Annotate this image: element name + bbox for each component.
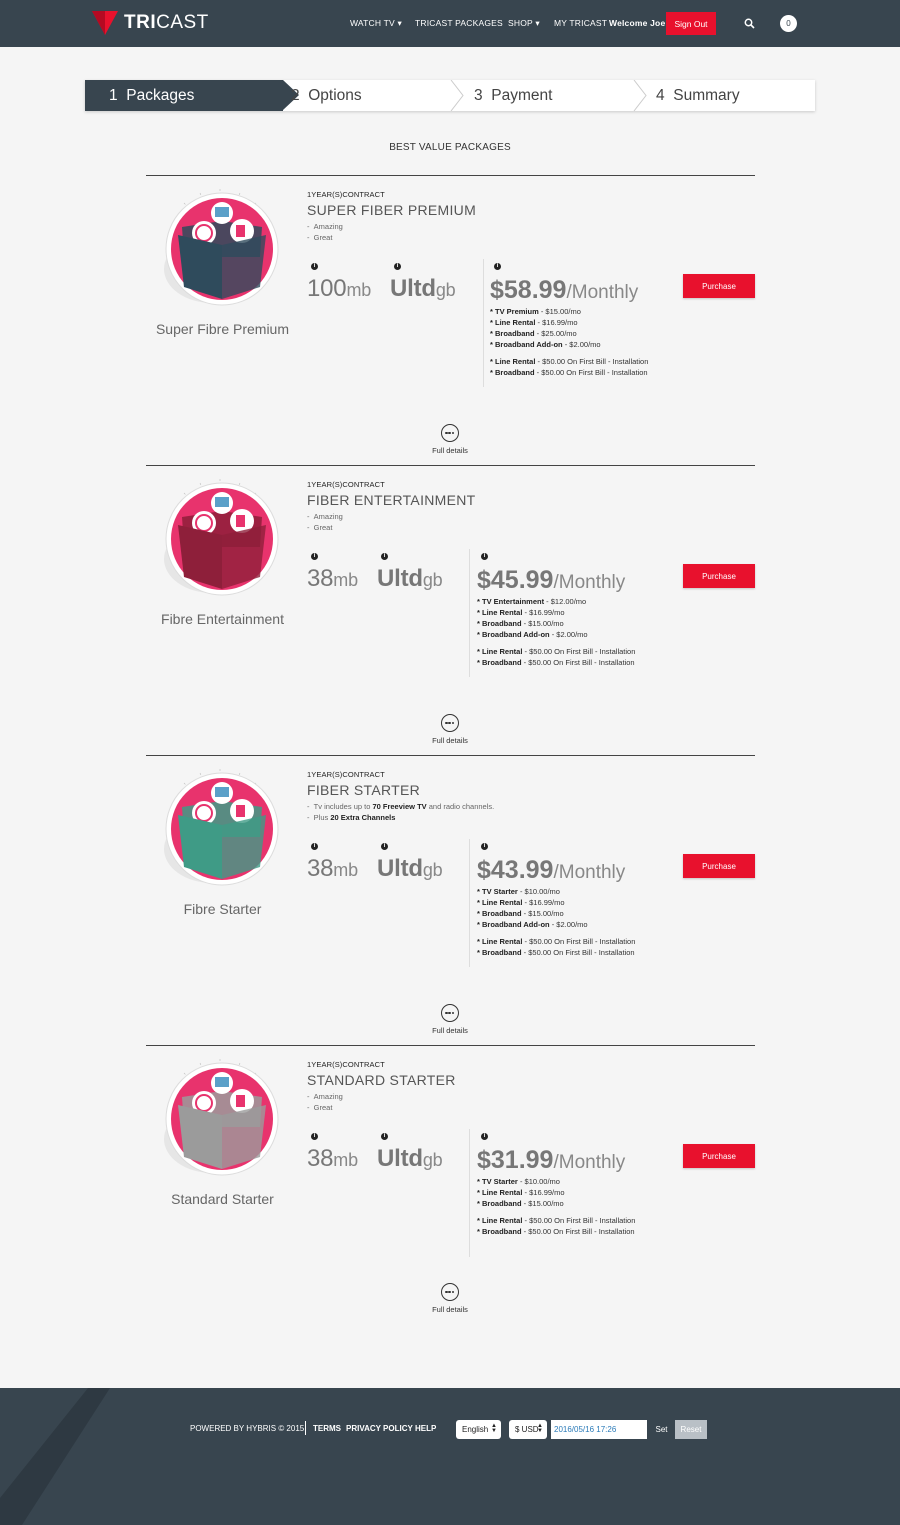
feature-item: - Plus 20 Extra Channels <box>307 813 396 822</box>
package-name: STANDARD STARTER <box>307 1072 456 1088</box>
installation-fee: * Line Rental - $50.00 On First Bill - Installation <box>477 647 636 656</box>
installation-fee: * Broadband - $50.00 On First Bill - Installation <box>477 1227 635 1236</box>
price-line-item: * Broadband - $15.00/mo <box>477 619 564 628</box>
price-line-item: * Line Rental - $16.99/mo <box>490 318 578 327</box>
step-separator-chevron <box>449 80 465 111</box>
price-line-item: * Line Rental - $16.99/mo <box>477 898 565 907</box>
search-icon[interactable] <box>744 18 755 29</box>
price-line-item: * TV Starter - $10.00/mo <box>477 887 560 896</box>
monthly-price: $58.99/Monthly <box>490 276 639 304</box>
price-divider <box>483 259 484 387</box>
nav-tricast-packages[interactable]: TRICAST PACKAGES <box>415 18 503 28</box>
purchase-button[interactable]: Purchase <box>683 274 755 298</box>
sign-out-button[interactable]: Sign Out <box>666 12 716 35</box>
contract-term: 1YEAR(S)CONTRACT <box>307 190 385 199</box>
package-illustration <box>160 1057 280 1177</box>
purchase-button[interactable]: Purchase <box>683 564 755 588</box>
powered-by-text: POWERED BY HYBRIS © 2015 <box>190 1424 305 1433</box>
language-select[interactable]: English ▲ ▼ <box>456 1420 501 1439</box>
price-divider <box>469 1129 470 1257</box>
feature-item: - Tv includes up to 70 Freeview TV and radio channels. <box>307 802 495 811</box>
data-allowance: Ultdgb <box>390 275 456 302</box>
more-details-icon[interactable] <box>441 1004 459 1022</box>
set-date-button[interactable]: Set <box>655 1425 668 1434</box>
privacy-policy-link[interactable]: PRIVACY POLICY <box>346 1424 413 1433</box>
feature-item: - Great <box>307 523 333 532</box>
package-name: FIBER ENTERTAINMENT <box>307 492 476 508</box>
welcome-user: Welcome Joe <box>609 18 666 28</box>
nav-shop[interactable]: SHOP ▾ <box>508 18 540 28</box>
full-details-link[interactable]: Full details <box>432 736 468 745</box>
speed-value: 38mb <box>307 1145 358 1172</box>
price-line-item: * Broadband Add-on - $2.00/mo <box>490 340 601 349</box>
dot <box>452 432 455 435</box>
cart-count-badge[interactable]: 0 <box>780 15 797 32</box>
installation-fee: * Line Rental - $50.00 On First Bill - Installation <box>477 1216 636 1225</box>
info-icon[interactable]: i <box>311 1133 318 1140</box>
monthly-price: $31.99/Monthly <box>477 1146 626 1174</box>
chevron-down-icon: ▾ <box>397 18 402 28</box>
contract-term: 1YEAR(S)CONTRACT <box>307 480 385 489</box>
installation-fee: * Line Rental - $50.00 On First Bill - Installation <box>477 937 636 946</box>
package-card <box>0 465 900 755</box>
installation-fee: * Broadband - $50.00 On First Bill - Installation <box>477 658 635 667</box>
price-line-item: * Broadband - $15.00/mo <box>477 1199 564 1208</box>
info-icon[interactable]: i <box>311 553 318 560</box>
currency-select[interactable]: $ USD ▲ ▼ <box>509 1420 547 1439</box>
footer <box>0 1388 900 1525</box>
data-allowance: Ultdgb <box>377 565 443 592</box>
purchase-button[interactable]: Purchase <box>683 854 755 878</box>
brand-name: TRICAST <box>124 12 209 33</box>
feature-item: - Great <box>307 1103 333 1112</box>
speed-value: 38mb <box>307 565 358 592</box>
step-summary[interactable]: 4 Summary <box>656 86 740 104</box>
full-details-link[interactable]: Full details <box>432 1026 468 1035</box>
nav-watch-tv[interactable]: WATCH TV ▾ <box>350 18 402 28</box>
speed-value: 100mb <box>307 275 372 302</box>
datetime-input[interactable]: 2016/05/16 17:26 <box>551 1420 647 1439</box>
info-icon[interactable]: i <box>311 843 318 850</box>
tricast-logo[interactable] <box>92 11 209 35</box>
footer-divider <box>305 1421 306 1435</box>
step-payment[interactable]: 3 Payment <box>474 86 553 104</box>
info-icon[interactable]: i <box>494 263 501 270</box>
price-line-item: * TV Entertainment - $12.00/mo <box>477 597 587 606</box>
dot <box>448 1012 451 1015</box>
package-card <box>0 755 900 1045</box>
step-options[interactable]: 2 Options <box>291 86 362 104</box>
info-icon[interactable]: i <box>381 843 388 850</box>
info-icon[interactable]: i <box>394 263 401 270</box>
package-divider <box>146 755 755 756</box>
package-illustration <box>160 767 280 887</box>
price-divider <box>469 549 470 677</box>
feature-item: - Amazing <box>307 222 343 231</box>
package-divider <box>146 175 755 176</box>
reset-date-button[interactable]: Reset <box>675 1420 707 1439</box>
package-divider <box>146 465 755 466</box>
data-allowance: Ultdgb <box>377 1145 443 1172</box>
contract-term: 1YEAR(S)CONTRACT <box>307 770 385 779</box>
chevron-down-icon: ▾ <box>535 18 540 28</box>
package-card <box>0 1045 900 1335</box>
info-icon[interactable]: i <box>311 263 318 270</box>
dot <box>448 432 451 435</box>
package-divider <box>146 1045 755 1046</box>
data-allowance: Ultdgb <box>377 855 443 882</box>
dot <box>448 722 451 725</box>
price-line-item: * Broadband - $15.00/mo <box>477 909 564 918</box>
nav-my-tricast[interactable]: MY TRICAST <box>554 18 608 28</box>
checkout-steps <box>85 80 815 111</box>
package-name: SUPER FIBER PREMIUM <box>307 202 477 218</box>
installation-fee: * Broadband - $50.00 On First Bill - Installation <box>490 368 648 377</box>
more-details-icon[interactable] <box>441 1283 459 1301</box>
info-icon[interactable]: i <box>381 1133 388 1140</box>
price-divider <box>469 839 470 967</box>
feature-item: - Amazing <box>307 1092 343 1101</box>
select-arrows-icon: ▲ ▼ <box>491 1423 497 1434</box>
package-caption: Standard Starter <box>171 1191 274 1207</box>
monthly-price: $43.99/Monthly <box>477 856 626 884</box>
top-navigation-bar <box>0 0 900 47</box>
dot <box>445 432 448 435</box>
dot <box>445 1012 448 1015</box>
tricast-logo-icon <box>92 11 118 35</box>
price-line-item: * Broadband Add-on - $2.00/mo <box>477 630 588 639</box>
footer-decoration <box>0 1388 110 1525</box>
package-illustration <box>160 477 280 597</box>
installation-fee: * Line Rental - $50.00 On First Bill - Installation <box>490 357 649 366</box>
dot <box>452 722 455 725</box>
feature-item: - Amazing <box>307 512 343 521</box>
installation-fee: * Broadband - $50.00 On First Bill - Installation <box>477 948 635 957</box>
more-details-icon[interactable] <box>441 424 459 442</box>
dot <box>448 1291 451 1294</box>
select-arrows-icon: ▲ ▼ <box>537 1423 543 1434</box>
price-line-item: * TV Premium - $15.00/mo <box>490 307 581 316</box>
step-separator-chevron <box>632 80 648 111</box>
price-line-item: * Line Rental - $16.99/mo <box>477 1188 565 1197</box>
price-line-item: * Broadband Add-on - $2.00/mo <box>477 920 588 929</box>
feature-item: - Great <box>307 233 333 242</box>
full-details-link[interactable]: Full details <box>432 446 468 455</box>
price-line-item: * Broadband - $25.00/mo <box>490 329 577 338</box>
price-line-item: * TV Starter - $10.00/mo <box>477 1177 560 1186</box>
full-details-link[interactable]: Full details <box>432 1305 468 1314</box>
package-card <box>0 175 900 465</box>
more-details-icon[interactable] <box>441 714 459 732</box>
dot <box>452 1291 455 1294</box>
info-icon[interactable]: i <box>481 553 488 560</box>
package-illustration <box>160 187 280 307</box>
dot <box>445 1291 448 1294</box>
package-caption: Fibre Entertainment <box>161 611 284 627</box>
info-icon[interactable]: i <box>481 843 488 850</box>
package-name: FIBER STARTER <box>307 782 421 798</box>
package-caption: Super Fibre Premium <box>155 321 290 337</box>
speed-value: 38mb <box>307 855 358 882</box>
contract-term: 1YEAR(S)CONTRACT <box>307 1060 385 1069</box>
terms-link[interactable]: TERMS <box>313 1424 341 1433</box>
dot <box>452 1012 455 1015</box>
section-title: BEST VALUE PACKAGES <box>389 142 511 153</box>
package-caption: Fibre Starter <box>183 901 262 917</box>
dot <box>445 722 448 725</box>
step-packages[interactable]: 1 Packages <box>85 80 283 111</box>
price-line-item: * Line Rental - $16.99/mo <box>477 608 565 617</box>
help-link[interactable]: HELP <box>415 1424 437 1433</box>
purchase-button[interactable]: Purchase <box>683 1144 755 1168</box>
info-icon[interactable]: i <box>381 553 388 560</box>
info-icon[interactable]: i <box>481 1133 488 1140</box>
monthly-price: $45.99/Monthly <box>477 566 626 594</box>
